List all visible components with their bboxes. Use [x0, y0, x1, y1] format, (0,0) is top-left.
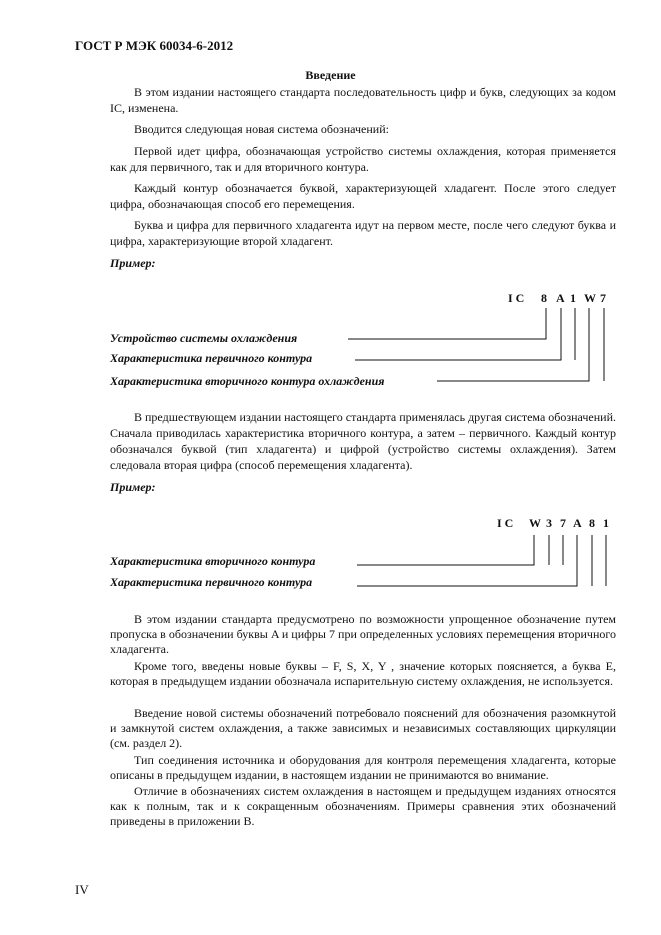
paragraph-new-letters: Кроме того, введены новые буквы – F, S, X, Y , значение которых поясняется, а буква E, которая в предыдущем издании обозначала испарительную систему охлаждения, не используется.	[110, 659, 616, 688]
example-2-code-char: 8	[589, 516, 595, 530]
paragraph-3: Первой идет цифра, обозначающая устройство системы охлаждения, которая применяется как для первичного, так и для вторичного контура.	[110, 144, 616, 174]
example-1-code-char: W	[584, 291, 596, 305]
example-1-leader-line	[348, 308, 546, 339]
example-2-label: Пример:	[110, 480, 156, 494]
paragraph-2: Вводится следующая новая система обозначений:	[134, 122, 389, 136]
example-2-leader-line	[357, 535, 534, 565]
example-1-leader-line	[437, 308, 589, 381]
example-1-leader-line	[355, 308, 561, 360]
example-1-code-char: A	[556, 291, 565, 305]
section-title: Введение	[305, 68, 356, 82]
example-2-code-char: 3	[546, 516, 552, 530]
paragraph-connection-type: Тип соединения источника и оборудования для контроля перемещения хладагента, которые описаны в предыдущем издании, в настоящем издании не принимаются во внимание.	[110, 753, 616, 782]
example-1-code-char: 7	[600, 291, 606, 305]
paragraph-5: Буква и цифра для первичного хладагента идут на первом месте, после чего следуют буква и цифра, характеризующие второй хладагент.	[110, 218, 616, 248]
example-2-code-prefix: I C	[497, 516, 514, 530]
example-2-row-label: Характеристика вторичного контура	[110, 554, 316, 568]
paragraph-previous-edition: В предшествующем издании настоящего стандарта применялась другая система обозначений. Сначала приводилась характеристика вторичного контура, а затем – первичного. Каждый контур обозначался буквой (тип хладагента) и цифрой (устройство системы охлаждения). Затем следовала вторая цифра (способ перемещения хладагента).	[110, 410, 617, 472]
example-2-code-char: 7	[560, 516, 566, 530]
example-1-label: Пример:	[110, 256, 156, 270]
example-2-leader-line	[357, 535, 577, 586]
page-number: IV	[75, 882, 89, 897]
example-2-code-char: A	[573, 516, 582, 530]
example-1-row-label: Характеристика первичного контура	[110, 351, 313, 365]
paragraph-differences: Отличие в обозначениях систем охлаждения в настоящем и предыдущем изданиях относятся как к полным, так и к сокращенным обозначениям. Примеры сравнения этих обозначений приведены в приложении B.	[110, 784, 616, 828]
example-1-row-label: Характеристика вторичного контура охлаждения	[110, 374, 385, 388]
example-2-code-char: W	[529, 516, 541, 530]
example-2-row-label: Характеристика первичного контура	[110, 575, 313, 589]
example-1-code-prefix: I C	[508, 291, 525, 305]
paragraph-open-closed-systems: Введение новой системы обозначений потребовало пояснений для обозначения разомкнутой и замкнутой систем охлаждения, а также зависимых и независимых составляющих циркуляции (см. раздел 2).	[110, 706, 616, 750]
paragraph-4: Каждый контур обозначается буквой, характеризующей хладагент. После этого следует цифра, обозначающая способ его перемещения.	[110, 181, 616, 211]
paragraph-1: В этом издании настоящего стандарта последовательность цифр и букв, следующих за кодом IC, изменена.	[110, 85, 616, 115]
paragraph-simplified-designation: В этом издании стандарта предусмотрено по возможности упрощенное обозначение путем пропуска в обозначении буквы A и цифры 7 при определенных условиях перемещения вторичного хладагента.	[110, 612, 616, 656]
document-header: ГОСТ Р МЭК 60034-6-2012	[75, 38, 234, 53]
example-1-code-char: 8	[541, 291, 547, 305]
example-1-code-char: 1	[570, 291, 576, 305]
example-1-row-label: Устройство системы охлаждения	[110, 331, 298, 345]
example-2-code-char: 1	[603, 516, 609, 530]
